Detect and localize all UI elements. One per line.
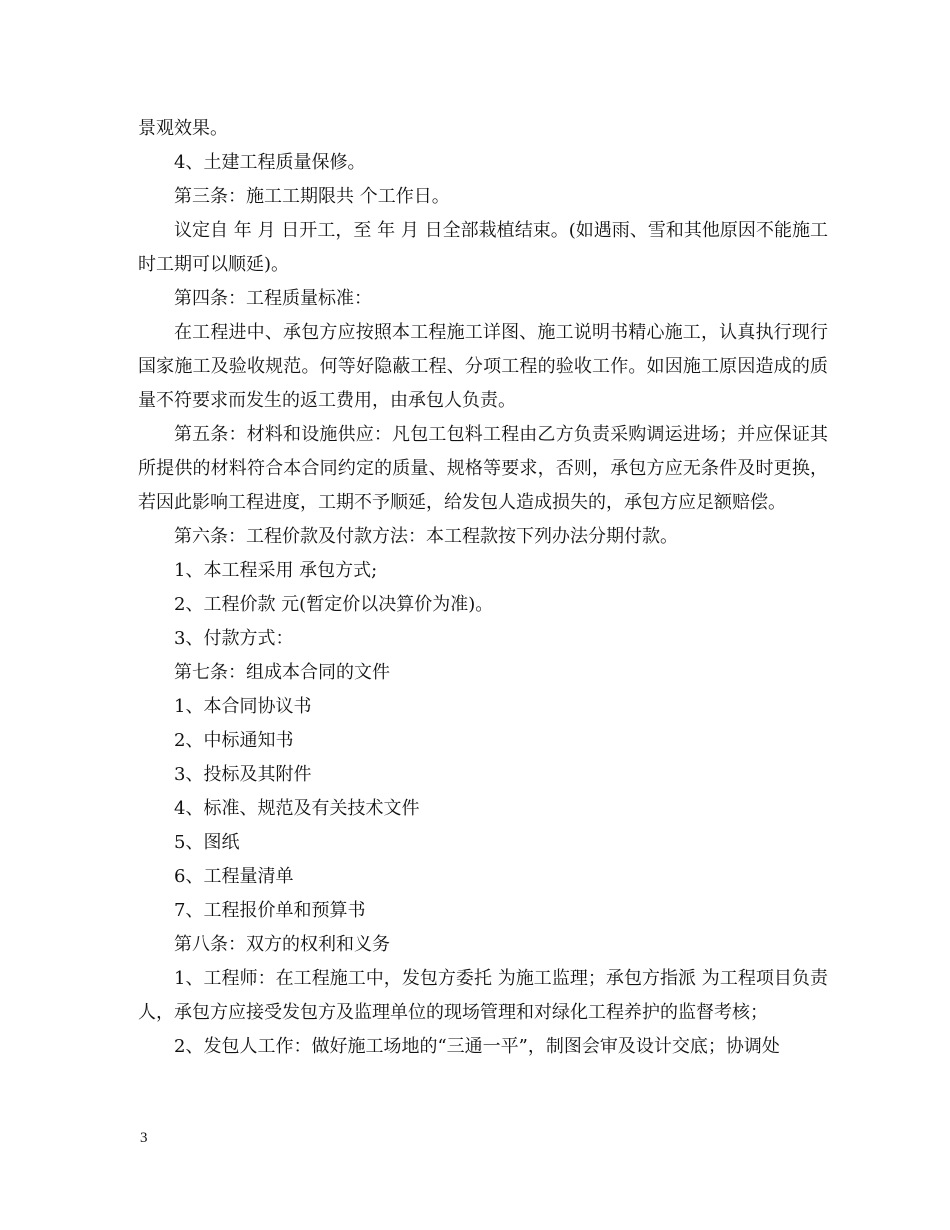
paragraph-18: 6、工程量清单 [174, 866, 294, 887]
paragraph-6: 在工程进中、承包方应按照本工程施工详图、施工说明书精心施工，认真执行现行国家施工及验收规范。何等好隐蔽工程、分项工程的验收工作。如因施工原因造成的质量不符要求而发生的返工费用，由承包人负责。 [138, 322, 828, 411]
page-number: 3 [140, 1130, 148, 1146]
paragraph-16: 4、标准、规范及有关技术文件 [174, 798, 420, 819]
paragraph-14: 2、中标通知书 [174, 730, 294, 751]
paragraph-9: 1、本工程采用 承包方式; [174, 560, 378, 581]
document-body [138, 112, 828, 1064]
paragraph-20: 第八条：双方的权利和义务 [174, 934, 390, 955]
paragraph-10: 2、工程价款 元(暂定价以决算价为准)。 [174, 594, 494, 615]
paragraph-19: 7、工程报价单和预算书 [174, 900, 366, 921]
paragraph-4: 议定自 年 月 日开工，至 年 月 日全部栽植结束。(如遇雨、雪和其他原因不能施工时工期可以顺延)。 [138, 220, 828, 275]
paragraph-22: 2、发包人工作：做好施工场地的“三通一平”，制图会审及设计交底；协调处 [174, 1036, 780, 1057]
paragraph-8: 第六条：工程价款及付款方法：本工程款按下列办法分期付款。 [174, 526, 678, 547]
paragraph-12: 第七条：组成本合同的文件 [174, 662, 390, 683]
paragraph-3: 第三条：施工工期限共 个工作日。 [174, 186, 450, 207]
paragraph-7: 第五条：材料和设施供应：凡包工包料工程由乙方负责采购调运进场；并应保证其所提供的材料符合本合同约定的质量、规格等要求，否则，承包方应无条件及时更换，若因此影响工程进度，工期不予顺延，给发包人造成损失的，承包方应足额赔偿。 [138, 424, 828, 513]
paragraph-13: 1、本合同协议书 [174, 696, 312, 717]
paragraph-2: 4、土建工程质量保修。 [174, 152, 366, 173]
paragraph-11: 3、付款方式： [174, 628, 294, 649]
paragraph-21: 1、工程师：在工程施工中，发包方委托 为施工监理；承包方指派 为工程项目负责人，承包方应接受发包方及监理单位的现场管理和对绿化工程养护的监督考核； [138, 968, 828, 1023]
paragraph-5: 第四条：工程质量标准： [174, 288, 372, 309]
paragraph-15: 3、投标及其附件 [174, 764, 312, 785]
paragraph-17: 5、图纸 [174, 832, 240, 853]
paragraph-1: 景观效果。 [138, 118, 228, 139]
